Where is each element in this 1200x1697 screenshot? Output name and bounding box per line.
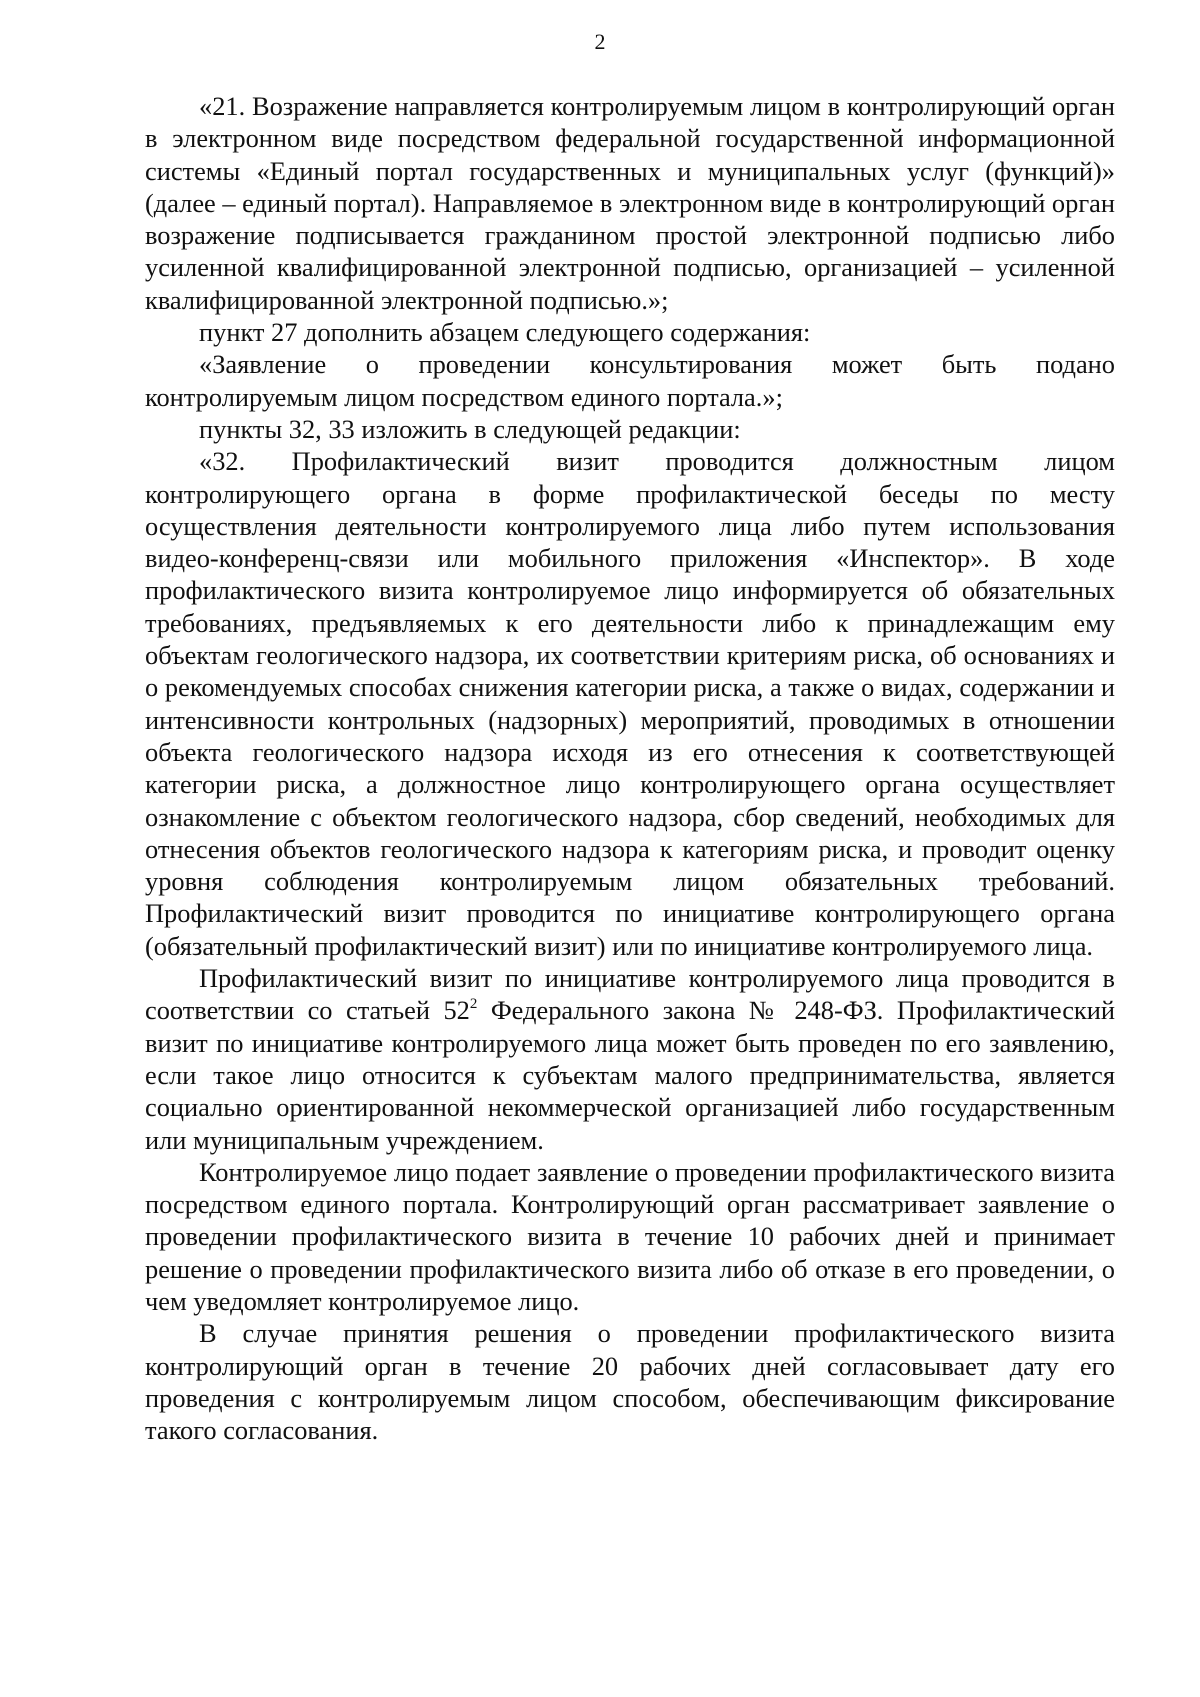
paragraph-visit-date-agreement: В случае принятия решения о проведении профилактического визита контролирующий орган в течение 20 рабочих дней согласовывает дату его проведения с контролируемым лицом способом, обеспечивающим фиксирование такого согласования. (145, 1318, 1115, 1446)
article-superscript: 2 (469, 996, 478, 1013)
paragraph-amendment-points-32-33: пункты 32, 33 изложить в следующей редакции: (199, 413, 741, 444)
paragraph-visit-by-initiative (145, 962, 1115, 1156)
document-body (145, 90, 1115, 1446)
paragraph-amendment-point-27: пункт 27 дополнить абзацем следующего содержания: (199, 317, 811, 348)
paragraph-objection-submission: «21. Возражение направляется контролируемым лицом в контролирующий орган в электронном виде посредством федеральной государственной информационной системы «Единый портал государственных и муниципальных услуг (функций)» (далее – единый портал). Направляемое в электронном виде в контролирующий орган возражение подписывается гражданином простой электронной подписью либо усиленной квалифицированной электронной подписью, организацией – усиленной квалифицированной электронной подписью.»; (145, 91, 1115, 315)
paragraph-preventive-visit: «32. Профилактический визит проводится должностным лицом контролирующего органа в форме профилактической беседы по месту осуществления деятельности контролируемого лица либо путем использования видео-конференц-связи или мобильного приложения «Инспектор». В ходе профилактического визита контролируемое лицо информируется об обязательных требованиях, предъявляемых к его деятельности либо к принадлежащим ему объектам геологического надзора, их соответствии критериям риска, об основаниях и о рекомендуемых способах снижения категории риска, а также о видах, содержании и интенсивности контрольных (надзорных) мероприятий, проводимых в отношении объекта геологического надзора исходя из его отнесения к соответствующей категории риска, а должностное лицо контролирующего органа осуществляет ознакомление с объектом геологического надзора, сбор сведений, необходимых для отнесения объектов геологического надзора к категориям риска, и проводит оценку уровня соблюдения контролируемым лицом обязательных требований. Профилактический визит проводится по инициативе контролирующего органа (обязательный профилактический визит) или по инициативе контролируемого лица. (145, 446, 1115, 961)
paragraph-consultation-application: «Заявление о проведении консультирования может быть подано контролируемым лицом посредством единого портала.»; (145, 349, 1115, 412)
paragraph-visit-by-initiative-part-1: Профилактический визит по инициативе контролируемого лица проводится в соответствии со статьей 52 (145, 963, 1115, 1026)
paragraph-visit-application-review: Контролируемое лицо подает заявление о проведении профилактического визита посредством единого портала. Контролирующий орган рассматривает заявление о проведении профилактического визита в течение 10 рабочих дней и принимает решение о проведении профилактического визита либо об отказе в его проведении, о чем уведомляет контролируемое лицо. (145, 1156, 1115, 1316)
paragraph-visit-by-initiative-part-2: Федерального закона № 248-ФЗ. Профилактический визит по инициативе контролируемого лица может быть проведен по его заявлению, если такое лицо относится к субъектам малого предпринимательства, является социально ориентированной некоммерческой организацией либо государственным или муниципальным учреждением. (145, 995, 1115, 1155)
page-number: 2 (594, 29, 606, 54)
